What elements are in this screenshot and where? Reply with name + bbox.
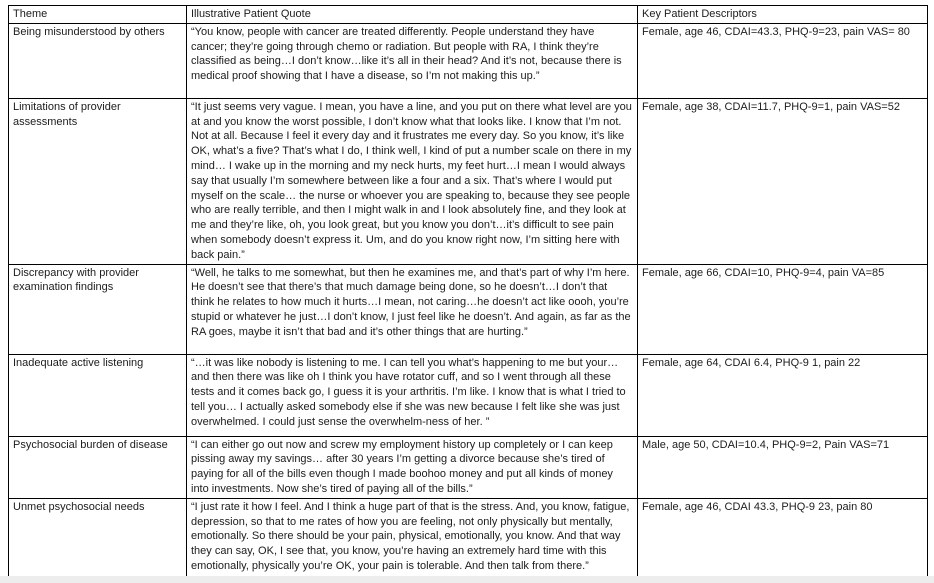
table-row <box>9 23 928 98</box>
table-row <box>9 498 928 583</box>
descriptors-cell: Female, age 46, CDAI=43.3, PHQ-9=23, pain VAS= 80 <box>638 23 928 98</box>
quote-cell: “…it was like nobody is listening to me. I can tell you what’s happening to me but your… and then there was like oh I think you have rotator cuff, and so I went through all these tests and it comes back go, I guess it is your arthritis. I’m like. I know that is what I tried to tell you… I actually asked somebody else if she was new because I felt like she was just overwhelmed. I could just sense the overwhelm-ness of her. ” <box>187 354 638 436</box>
quote-cell: “Well, he talks to me somewhat, but then he examines me, and that’s part of why I’m here. He doesn’t see that there’s that much damage being done, so he doesn’t…I don’t that think he relates to how much it hurts…I mean, not caring…he doesn’t act like oooh, you’re stupid or whatever he just…I don’t know, I just feel like he doesn’t. And again, as far as the RA goes, maybe it isn’t that bad and it’s other things that are hurting.” <box>187 264 638 354</box>
descriptors-cell: Female, age 46, CDAI 43.3, PHQ-9 23, pain 80 <box>638 498 928 583</box>
table-row <box>9 436 928 498</box>
descriptors-cell: Female, age 64, CDAI 6.4, PHQ-9 1, pain 22 <box>638 354 928 436</box>
theme-cell: Discrepancy with provider examination findings <box>9 264 187 354</box>
table-row <box>9 354 928 436</box>
quote-cell: “You know, people with cancer are treated differently. People understand they have cancer; they’re going through chemo or radiation. But people with RA, I think they’re classified as being…I don’t know…like it’s all in their head? And it’s not, because there is medical proof showing that I have a disease, so I’m not making this up.” <box>187 23 638 98</box>
column-header-quote: Illustrative Patient Quote <box>187 6 638 24</box>
table-row <box>9 98 928 264</box>
quote-cell: “I just rate it how I feel. And I think a huge part of that is the stress. And, you know, fatigue, depression, so that to me rates of how you are feeling, not only physically but mentally, emotionally. So there should be your pain, physical, emotionally, you know. And that way they can say, OK, I see that, you know, you’re having an extremely hard time with this emotionally, physically you’re OK, your pain is tolerable. And then talk from there.” <box>187 498 638 583</box>
theme-cell: Unmet psychosocial needs <box>9 498 187 583</box>
theme-cell: Being misunderstood by others <box>9 23 187 98</box>
descriptors-cell: Female, age 38, CDAI=11.7, PHQ-9=1, pain VAS=52 <box>638 98 928 264</box>
quote-cell: “It just seems very vague. I mean, you have a line, and you put on there what level are you at and you know the worst possible, I don’t know what that looks like. I know that I’m not. Not at all. Because I feel it every day and it frustrates me every day. So you know, it’s like OK, what’s a five? That’s what I do, I think well, I kind of put a number scale on there in my mind… I wake up in the morning and my neck hurts, my feet hurt…I mean I would always say that usually I’m somewhere between like a four and a six. That’s where I would put myself on the scale… the nurse or whoever you are speaking to, because they see people who are really terrible, and then I might walk in and I look absolutely fine, and they look at me and they’re like, oh, you look great, but you know you don’t…it’s difficult to see pain when somebody doesn’t express it. Um, and do you know right now, I’m sitting here with back pain.” <box>187 98 638 264</box>
patient-quotes-table <box>8 5 928 583</box>
header-row <box>9 6 928 24</box>
theme-cell: Psychosocial burden of disease <box>9 436 187 498</box>
theme-cell: Limitations of provider assessments <box>9 98 187 264</box>
quote-cell: “I can either go out now and screw my employment history up completely or I can keep pissing away my savings… after 30 years I’m getting a divorce because she’s tired of paying for all of the bills even though I made boohoo money and put all kinds of money into investments. Now she’s tired of paying all of the bills.” <box>187 436 638 498</box>
descriptors-cell: Male, age 50, CDAI=10.4, PHQ-9=2, Pain VAS=71 <box>638 436 928 498</box>
theme-cell: Inadequate active listening <box>9 354 187 436</box>
table-body <box>9 23 928 583</box>
page-bottom-strip <box>0 576 934 583</box>
column-header-theme: Theme <box>9 6 187 24</box>
descriptors-cell: Female, age 66, CDAI=10, PHQ-9=4, pain VA=85 <box>638 264 928 354</box>
column-header-descriptors: Key Patient Descriptors <box>638 6 928 24</box>
table-header <box>9 6 928 24</box>
table-row <box>9 264 928 354</box>
